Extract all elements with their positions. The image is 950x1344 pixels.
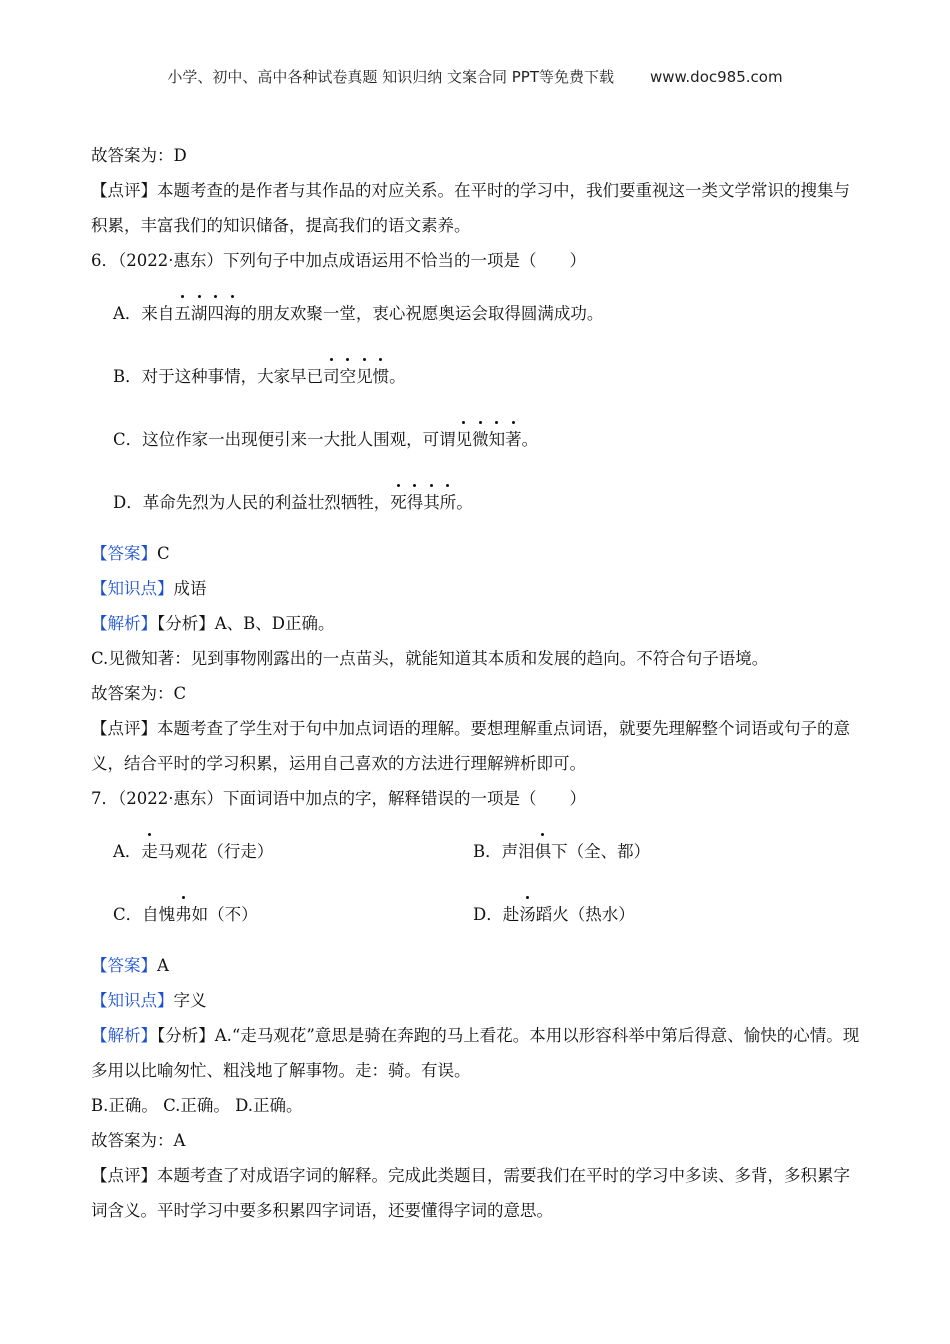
dotted-char: 司 <box>323 365 340 389</box>
document-body <box>91 138 861 1228</box>
comment-text: 本题考查的是作者与其作品的对应关系。在平时的学习中，我们要重视这一类文学常识的搜集与积累，丰富我们的知识储备，提高我们的语文素养。 <box>91 181 850 235</box>
q7-stem: 7．（2022·惠东）下面词语中加点的字，解释错误的一项是（ ） <box>91 789 586 808</box>
q7-options-row-2 <box>91 879 861 942</box>
dotted-char: 走 <box>141 840 158 864</box>
q7-option-b: B．声泪俱下（全、都） <box>473 840 833 879</box>
dotted-char: 五 <box>174 302 191 326</box>
dotted-char: 得 <box>407 491 424 515</box>
q7-option-c: C．自愧弗如（不） <box>113 903 473 942</box>
q5-answer-line: 故答案为：D <box>91 146 187 165</box>
q7-option-a: A．走马观花（行走） <box>113 840 473 879</box>
dotted-char: 著 <box>505 428 522 452</box>
q7-options-row-1 <box>91 816 861 879</box>
q7-knowledge: 【知识点】字义 <box>91 991 207 1010</box>
q6-answer-line: 故答案为：C <box>91 684 187 703</box>
dotted-char: 湖 <box>191 302 208 326</box>
dotted-char: 所 <box>440 491 457 515</box>
q7-answer: 【答案】A <box>91 956 169 975</box>
dotted-char: 其 <box>423 491 440 515</box>
dotted-char: 知 <box>489 428 506 452</box>
q6-analysis-body: C.见微知著：见到事物刚露出的一点苗头，就能知道其本质和发展的趋向。不符合句子语境。 <box>91 649 769 668</box>
q5-comment <box>91 173 861 243</box>
page-header <box>0 66 950 87</box>
dotted-char: 海 <box>224 302 241 326</box>
header-text: 小学、初中、高中各种试卷真题 知识归纳 文案合同 PPT等免费下载 <box>167 68 614 86</box>
dotted-char: 见 <box>456 428 473 452</box>
q7-comment: 【点评】本题考查了对成语字词的解释。完成此类题目，需要我们在平时的学习中多读、多背，多积累字词含义。平时学习中要多积累四字词语，还要懂得字词的意思。 <box>91 1166 850 1220</box>
q6-analysis: 【解析】【分析】A、B、D正确。 <box>91 614 335 633</box>
q6-stem: 6．（2022·惠东）下列句子中加点成语运用不恰当的一项是（ ） <box>91 251 586 270</box>
q6-option-c: C．这位作家一出现便引来一大批人围观，可谓见微知著。 <box>91 404 861 467</box>
q7-answer-line: 故答案为：A <box>91 1131 186 1150</box>
knowledge-tag: 【知识点】 <box>91 579 174 598</box>
q6-option-a: A．来自五湖四海的朋友欢聚一堂，衷心祝愿奥运会取得圆满成功。 <box>91 278 861 341</box>
dotted-char: 四 <box>207 302 224 326</box>
header-site-link[interactable]: www.doc985.com <box>649 68 783 86</box>
q7-others: B.正确。 C.正确。 D.正确。 <box>91 1096 303 1115</box>
q7-option-d: D．赴汤蹈火（热水） <box>473 903 833 942</box>
q6-answer: 【答案】C <box>91 544 170 563</box>
analysis-tag: 【解析】 <box>91 614 157 633</box>
comment-tag: 【点评】 <box>91 719 157 738</box>
dotted-char: 惯 <box>373 365 390 389</box>
dotted-char: 俱 <box>535 840 552 864</box>
q6-option-d: D．革命先烈为人民的利益壮烈牺牲，死得其所。 <box>91 467 861 530</box>
comment-tag: 【点评】 <box>91 1166 157 1185</box>
dotted-char: 弗 <box>175 903 192 927</box>
q7-analysis: 【解析】【分析】A.“走马观花”意思是骑在奔跑的马上看花。本用以形容科举中第后得意、愉快的心情。现多用以比喻匆忙、粗浅地了解事物。走：骑。有误。 <box>91 1026 860 1080</box>
dotted-char: 见 <box>356 365 373 389</box>
dotted-char: 空 <box>340 365 357 389</box>
dotted-char: 死 <box>390 491 407 515</box>
q6-comment: 【点评】本题考查了学生对于句中加点词语的理解。要想理解重点词语，就要先理解整个词语或句子的意义，结合平时的学习积累，运用自己喜欢的方法进行理解辨析即可。 <box>91 719 850 773</box>
q6-option-b: B．对于这种事情，大家早已司空见惯。 <box>91 341 861 404</box>
dotted-char: 汤 <box>519 903 536 927</box>
dotted-char: 微 <box>472 428 489 452</box>
comment-tag: 【点评】 <box>91 181 157 200</box>
answer-tag: 【答案】 <box>91 544 157 563</box>
answer-tag: 【答案】 <box>91 956 157 975</box>
q6-knowledge: 【知识点】成语 <box>91 579 207 598</box>
analysis-tag: 【解析】 <box>91 1026 157 1045</box>
knowledge-tag: 【知识点】 <box>91 991 174 1010</box>
